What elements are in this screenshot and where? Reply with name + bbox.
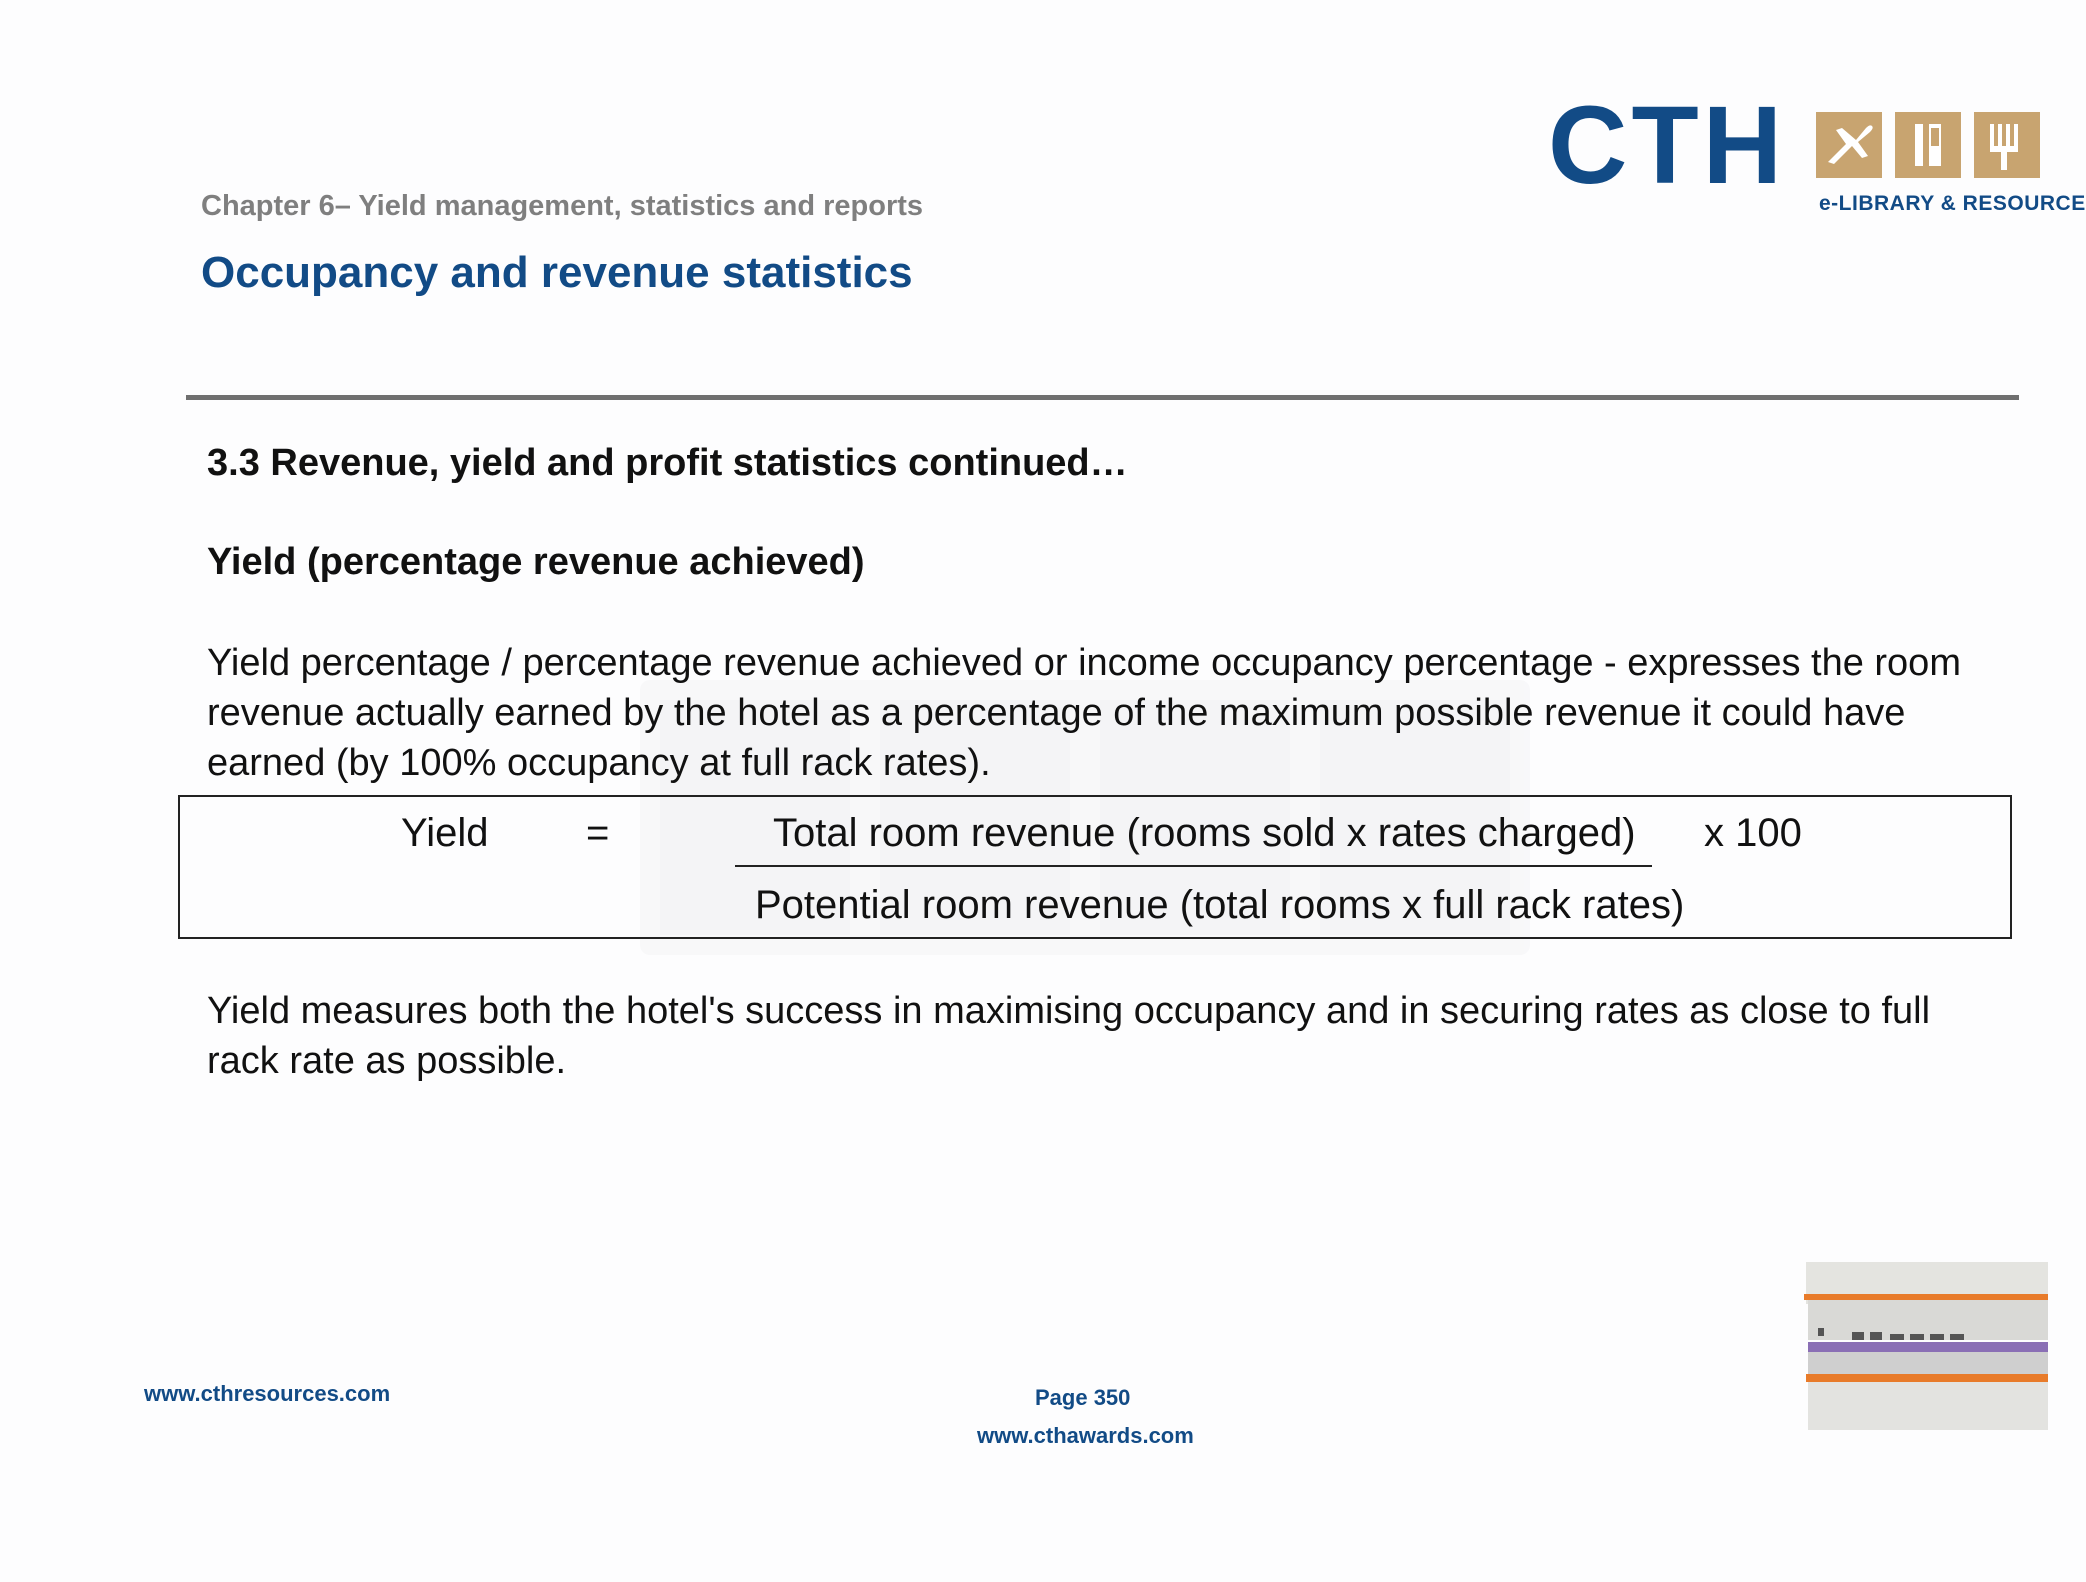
formula-equals: = xyxy=(586,811,610,855)
page-title: Occupancy and revenue statistics xyxy=(201,248,913,297)
formula-multiplier: x 100 xyxy=(1704,811,1802,855)
device-image xyxy=(1800,1262,2048,1432)
fork-icon xyxy=(1974,112,2040,178)
yield-formula-box xyxy=(178,795,2012,939)
formula-numerator: Total room revenue (rooms sold x rates charged) xyxy=(773,811,1636,855)
footer-resources-link[interactable]: www.cthresources.com xyxy=(144,1381,391,1406)
cth-logo xyxy=(1548,84,2086,220)
page-number: Page 350 xyxy=(1035,1385,1131,1410)
plane-icon xyxy=(1816,112,1882,178)
formula-denominator: Potential room revenue (total rooms x full rack rates) xyxy=(755,883,1685,927)
yield-heading: Yield (percentage revenue achieved) xyxy=(207,541,865,583)
yield-explanation: Yield measures both the hotel's success in maximising occupancy and in securing rates as close to full rack rate as possible. xyxy=(207,990,1931,1082)
logo-wordmark: CTH xyxy=(1548,84,1787,207)
cutlery-icon xyxy=(1895,112,1961,178)
yield-description: Yield percentage / percentage revenue achieved or income occupancy percentage - expresses the room revenue actually earned by the hotel as a percentage of the maximum possible revenue it could have earned (by 100% occupancy at full rack rates). xyxy=(207,642,1961,784)
section-subheading: 3.3 Revenue, yield and profit statistics continued… xyxy=(207,442,1128,484)
fraction-bar xyxy=(735,865,1652,867)
formula-label: Yield xyxy=(401,811,489,855)
chapter-title: Chapter 6– Yield management, statistics and reports xyxy=(201,190,924,222)
logo-subtitle: e-LIBRARY & RESOURCE xyxy=(1819,192,2086,215)
header-divider xyxy=(186,395,2019,400)
footer-awards-link[interactable]: www.cthawards.com xyxy=(977,1423,1194,1448)
